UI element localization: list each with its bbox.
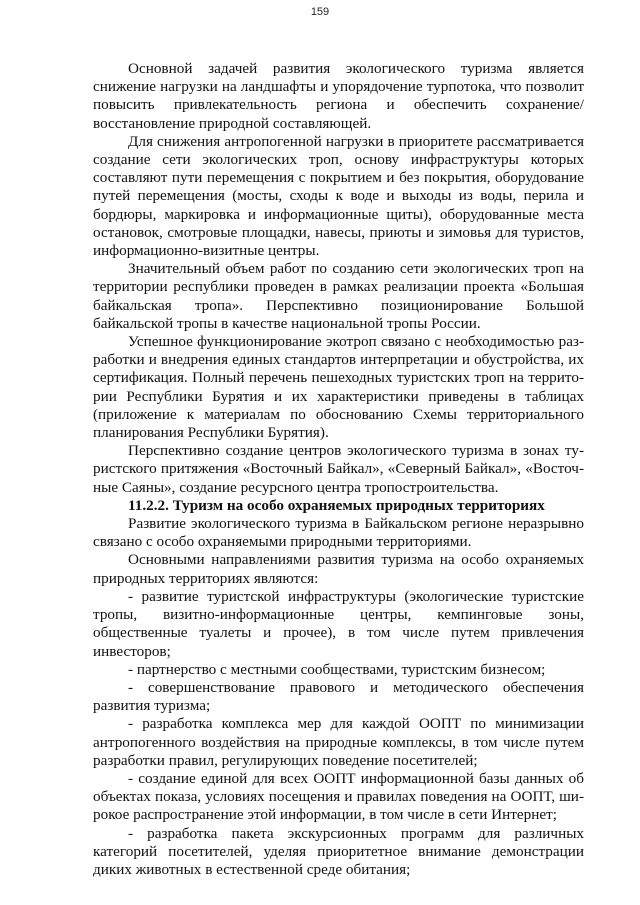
list-item-infrastructure: - развитие туристской инфраструктуры (экологические туристские тропы, визитно-информационные центры, кемпинговые зоны, общественные туалеты и прочее), в том числе путем привлечения инвесторов; <box>93 587 584 660</box>
paragraph-eco-trails-network: Для снижения антропогенной нагрузки в приоритете рассматривается создание сети экологических троп, основу инфраструктуры которых составляют пути перемещения с покрытием и без покрытия, оборудование путей перемещения (мосты, сходы к воде и выходы из воды, перила и бордюры, маркировка и информационные щиты), оборудованные места остановок, смотровые площадки, навесы, приюты и зимовья для туристов, информационно-визитные центры. <box>93 132 584 260</box>
document-body <box>93 60 584 879</box>
list-item-impact-minimization: - разработка комплекса мер для каждой ООПТ по минимизации антропогенного воздействия на природные комплексы, в том числе путем разработки правил, регулирующих поведение посетителей; <box>93 715 584 769</box>
section-heading: 11.2.2. Туризм на особо охраняемых природных территориях <box>128 496 545 514</box>
paragraph-great-baikal-trail: Значительный объем работ по созданию сети экологических троп на территории республики проведен в рамках реализации проекта «Большая байкальская тропа». Перспективно позиционирование Большой байкальской тропы в качестве национальной тропы России. <box>93 260 584 332</box>
list-item-excursion-programs: - разработка пакета экскурсионных программ для различных категорий посетителей, уделяя приоритетное внимание демонстрации диких животных в естественной среде обитания; <box>93 824 584 878</box>
list-item-partnership: - партнерство с местными сообществами, туристским бизнесом; <box>128 660 546 678</box>
paragraph-protected-areas-link: Развитие экологического туризма в Байкальском регионе неразрывно связано с особо охраняемыми природными территориями. <box>93 515 584 551</box>
list-item-legal-support: - совершенствование правового и методического обеспечения развития туризма; <box>93 678 584 715</box>
page-number: 159 <box>310 6 330 18</box>
paragraph-trail-standards: Успешное функционирование экотроп связано с необходимостью разработки и внедрения единых стандартов интерпретации и обустройства, их сертификация. Полный перечень пешеходных туристских троп на территории Республики Бурятия и их характеристики приведены в таблицах (приложение к материалам по обоснованию Схемы территориального планирования Республики Бурятия). <box>93 333 584 442</box>
paragraph-main-directions: Основными направлениями развития туризма на особо охраняемых природных территориях являются: <box>93 551 584 587</box>
paragraph-main-goal: Основной задачей развития экологического туризма является снижение нагрузки на ландшафты и упорядочение турпотока, что позволит повысить привлекательность региона и обеспечить сохранение/восстановление природной составляющей. <box>93 60 584 132</box>
list-item-information-database: - создание единой для всех ООПТ информационной базы данных об объектах показа, условиях посещения и правилах поведения на ООПТ, широкое распространение этой информации, в том числе в сети Интернет; <box>93 769 584 824</box>
paragraph-eco-tourism-centers: Перспективно создание центров экологического туризма в зонах туристского притяжения «Восточный Байкал», «Северный Байкал», «Восточные Саяны», создание ресурсного центра тропостроительства. <box>93 442 584 496</box>
